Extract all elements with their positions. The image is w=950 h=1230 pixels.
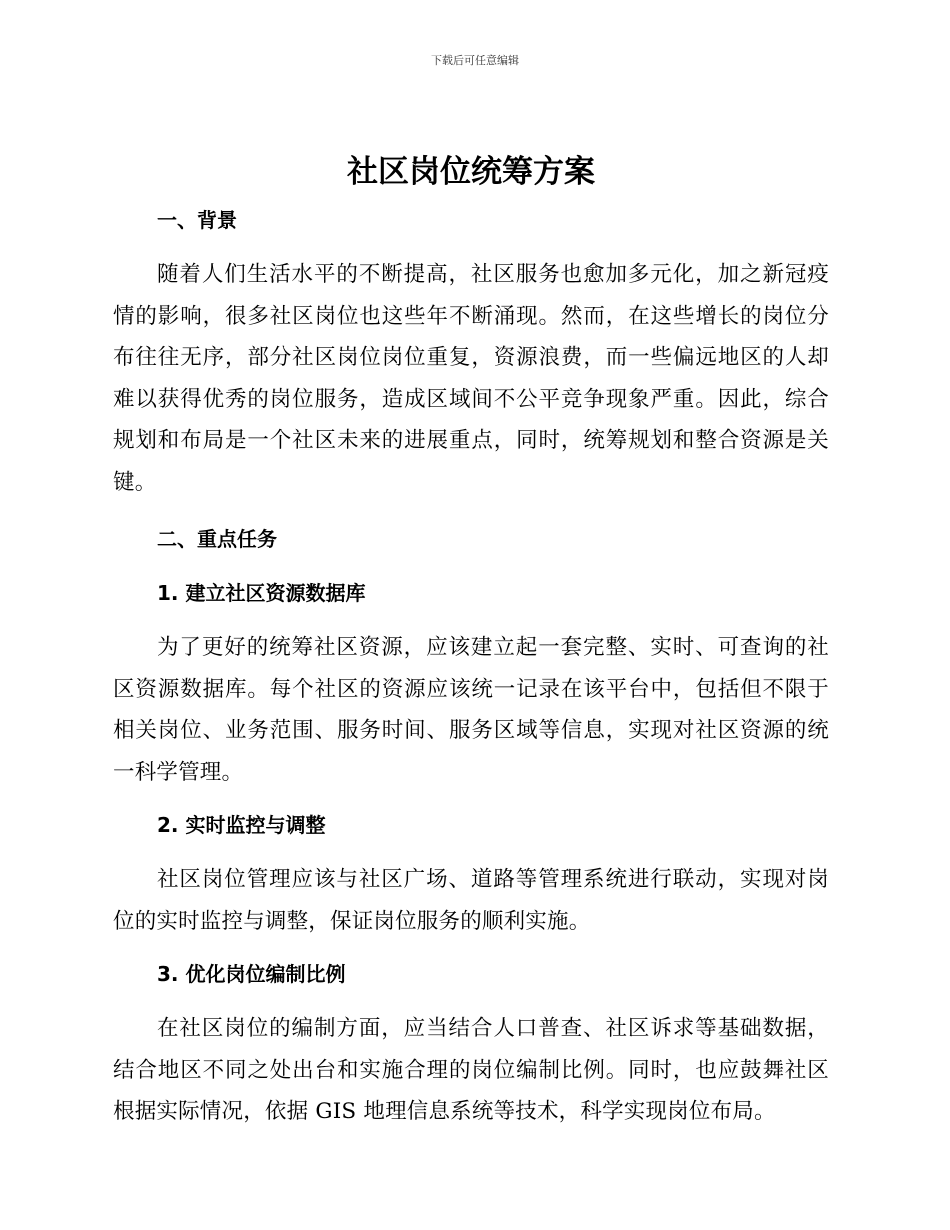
subheading-task-2: 2. 实时监控与调整 (157, 813, 326, 837)
paragraph-task-1: 为了更好的统筹社区资源，应该建立起一套完整、实时、可查询的社区资源数据库。每个社区的资源应该统一记录在该平台中，包括但不限于相关岗位、业务范围、服务时间、服务区域等信息，实现对社区资源的统一科学管理。 (113, 635, 829, 785)
paragraph-task-3: 在社区岗位的编制方面，应当结合人口普查、社区诉求等基础数据，结合地区不同之处出台和实施合理的岗位编制比例。同时，也应鼓舞社区根据实际情况，依据 GIS 地理信息系统等技术，科学实现岗位布局。 (113, 1016, 829, 1124)
paragraph-background: 随着人们生活水平的不断提高，社区服务也愈加多元化，加之新冠疫情的影响，很多社区岗位也这些年不断涌现。然而，在这些增长的岗位分布往往无序，部分社区岗位岗位重复，资源浪费，而一些偏远地区的人却难以获得优秀的岗位服务，造成区域间不公平竞争现象严重。因此，综合规划和布局是一个社区未来的进展重点，同时，统筹规划和整合资源是关键。 (113, 262, 829, 495)
section-heading-background: 一、背景 (157, 208, 237, 232)
page-header-note: 下载后可任意编辑 (431, 54, 519, 67)
document-body (113, 150, 829, 1133)
section-heading-key-tasks: 二、重点任务 (157, 527, 277, 551)
paragraph-task-2: 社区岗位管理应该与社区广场、道路等管理系统进行联动，实现对岗位的实时监控与调整，保证岗位服务的顺利实施。 (113, 867, 829, 934)
subheading-task-3: 3. 优化岗位编制比例 (157, 962, 346, 986)
subheading-task-1: 1. 建立社区资源数据库 (157, 581, 366, 605)
document-title: 社区岗位统筹方案 (347, 154, 595, 190)
